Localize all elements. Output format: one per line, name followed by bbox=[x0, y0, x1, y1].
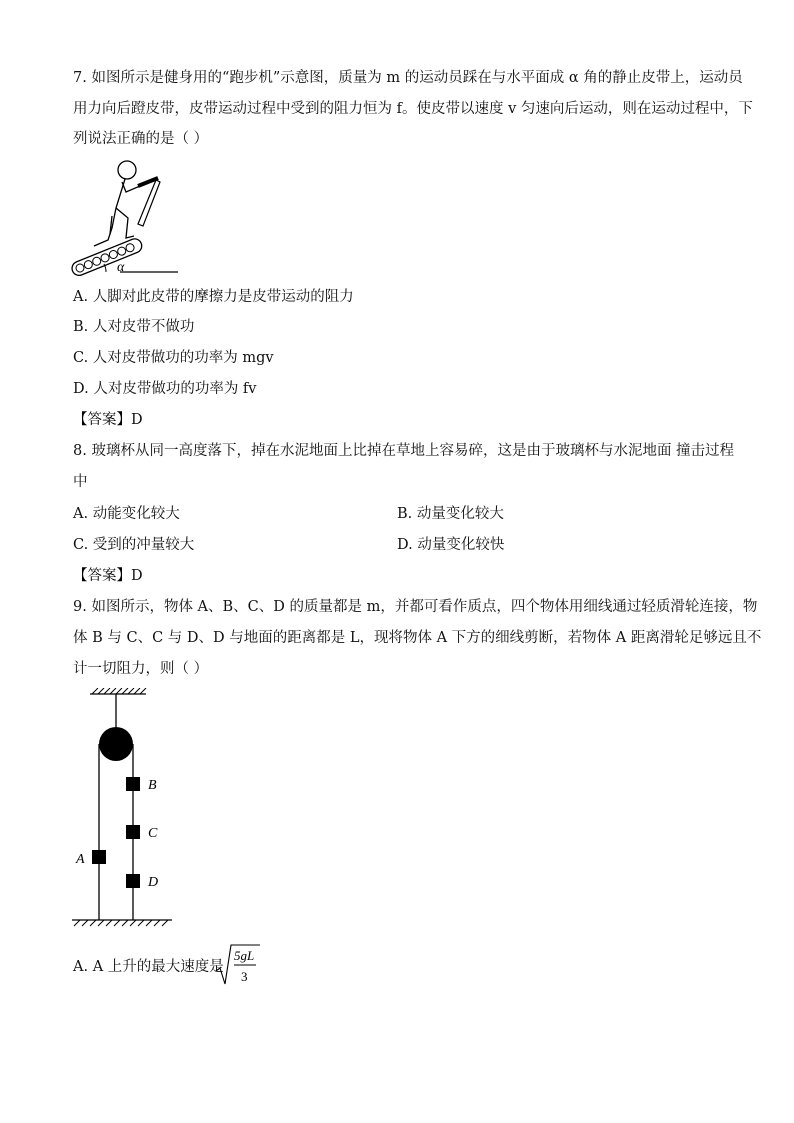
q8-stem-line1: 8. 玻璃杯从同一高度落下，掉在水泥地面上比掉在草地上容易碎，这是由于玻璃杯与水泥地面 撞击过程 bbox=[73, 443, 735, 459]
q7-option-b: B. 人对皮带不做功 bbox=[73, 319, 195, 335]
angle-alpha-label: α bbox=[117, 260, 125, 275]
block-d bbox=[126, 874, 140, 888]
q7-stem-line2: 用力向后蹬皮带，皮带运动过程中受到的阻力恒为 f。使皮带以速度 v 匀速向后运动，则在运动过程中，下 bbox=[73, 101, 753, 117]
pulley bbox=[99, 727, 133, 761]
q8-stem-line2: 中 bbox=[73, 474, 88, 490]
q9-stem-line2: 体 B 与 C、C 与 D、D 与地面的距离都是 L，现将物体 A 下方的细线剪断，若物体 A 距离滑轮足够远且不 bbox=[73, 630, 762, 646]
label-a: A bbox=[76, 852, 85, 867]
q7-stem-line3: 列说法正确的是（ ） bbox=[73, 131, 209, 147]
formula-denominator: 3 bbox=[241, 969, 248, 984]
q9-stem-line3: 计一切阻力，则（ ） bbox=[73, 661, 209, 677]
treadmill-figure bbox=[70, 156, 182, 276]
q8-option-d: D. 动量变化较快 bbox=[397, 537, 505, 553]
q8-option-c: C. 受到的冲量较大 bbox=[73, 537, 195, 553]
label-b: B bbox=[148, 778, 157, 793]
formula-numerator: 5gL bbox=[234, 948, 255, 963]
label-c: C bbox=[148, 826, 158, 841]
answer-tag: 【答案】 bbox=[73, 568, 131, 584]
q7-option-d: D. 人对皮带做功的功率为 fv bbox=[73, 381, 257, 397]
q7-answer bbox=[73, 410, 143, 430]
answer-value: D bbox=[131, 412, 143, 428]
pulley-figure bbox=[68, 688, 178, 928]
sqrt-formula bbox=[214, 943, 262, 987]
q9-stem-line1: 9. 如图所示，物体 A、B、C、D 的质量都是 m，并都可看作质点，四个物体用细线通过轻质滑轮连接，物 bbox=[73, 599, 758, 615]
q8-option-b: B. 动量变化较大 bbox=[397, 506, 504, 522]
answer-value: D bbox=[131, 568, 143, 584]
q8-answer bbox=[73, 566, 143, 586]
answer-tag: 【答案】 bbox=[73, 412, 131, 428]
block-c bbox=[126, 825, 140, 839]
q8-option-a: A. 动能变化较大 bbox=[73, 506, 180, 522]
q9-option-a: A. A 上升的最大速度是 bbox=[73, 959, 224, 975]
q7-stem-line1: 7. 如图所示是健身用的“跑步机”示意图，质量为 m 的运动员踩在与水平面成 α 角的静止皮带上，运动员 bbox=[73, 70, 743, 86]
block-a bbox=[92, 850, 106, 864]
label-d: D bbox=[148, 875, 159, 890]
block-b bbox=[126, 777, 140, 791]
q7-option-a: A. 人脚对此皮带的摩擦力是皮带运动的阻力 bbox=[73, 289, 354, 305]
q7-option-c: C. 人对皮带做功的功率为 mgv bbox=[73, 350, 274, 366]
